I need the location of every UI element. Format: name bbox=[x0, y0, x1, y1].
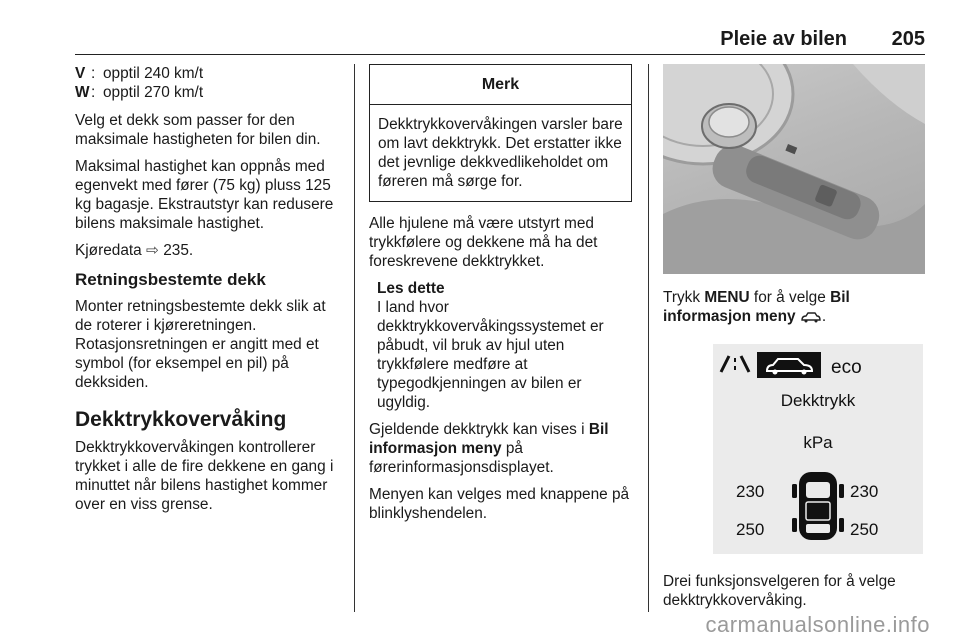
car-top-view-icon bbox=[792, 472, 844, 540]
road-icon bbox=[721, 356, 749, 372]
paragraph-rotate-selector: Drei funksjonsvelgeren for å velge dekktrykkovervåking. bbox=[663, 573, 896, 609]
heading-directional-tires: Retningsbestemte dekk bbox=[75, 270, 266, 289]
column-divider-1 bbox=[354, 64, 355, 612]
column-3 bbox=[663, 64, 925, 618]
eco-tab-label: eco bbox=[831, 357, 862, 378]
note-title: Merk bbox=[370, 65, 631, 105]
column-1 bbox=[75, 64, 343, 522]
lever-illustration bbox=[663, 64, 925, 274]
speed-rating-w: W : opptil 270 km/t bbox=[75, 84, 204, 101]
column-2 bbox=[369, 64, 632, 531]
page-title: Pleie av bilen bbox=[720, 28, 847, 50]
page-number: 205 bbox=[891, 28, 925, 50]
paragraph-max-speed: Maksimal hastighet kan oppnås med egenvekt med fører (75 kg) pluss 125 kg bagasje. Ekstrautstyr kan redusere bilens maksimale hastighet. bbox=[75, 158, 334, 232]
speed-rating-list bbox=[75, 64, 343, 102]
paragraph-driving-data-ref: Kjøredata ⇨ 235. bbox=[75, 242, 194, 259]
car-info-icon bbox=[800, 311, 822, 323]
pressure-rear-left: 250 bbox=[736, 520, 765, 539]
paragraph-tpms-intro: Dekktrykkovervåkingen kontrollerer trykket i alle de fire dekkene en gang i minuttet når bilens hastighet kommer over en viss grense. bbox=[75, 439, 334, 513]
display-unit: kPa bbox=[803, 433, 833, 452]
column-divider-2 bbox=[648, 64, 649, 612]
heading-tire-pressure-monitoring: Dekktrykkovervåking bbox=[75, 408, 287, 431]
pressure-rear-right: 250 bbox=[850, 520, 879, 539]
page-header bbox=[75, 28, 925, 55]
watermark: carmanualsonline.info bbox=[705, 612, 930, 637]
paragraph-press-menu: Trykk MENU for å velge Bil informasjon meny . bbox=[663, 289, 850, 325]
paragraph-menu-buttons: Menyen kan velges med knappene på blinklyshendelen. bbox=[369, 486, 630, 522]
menu-button-label: MENU bbox=[704, 289, 750, 306]
note-box bbox=[369, 64, 632, 202]
info-heading: Les dette bbox=[377, 280, 445, 297]
car-tab-icon bbox=[757, 352, 821, 378]
pressure-front-right: 230 bbox=[850, 482, 879, 501]
paragraph-tire-choice: Velg et dekk som passer for den maksimale hastigheten for bilen din. bbox=[75, 112, 321, 148]
note-body: Dekktrykkovervåkingen varsler bare om lavt dekktrykk. Det erstatter ikke det jevnlige dekkvedlikeholdet om føreren må sørge for. bbox=[378, 116, 623, 190]
tire-pressure-screen bbox=[713, 344, 923, 554]
speed-rating-v: V : opptil 240 km/t bbox=[75, 65, 204, 82]
pressure-front-left: 230 bbox=[736, 482, 765, 501]
display-title: Dekktrykk bbox=[780, 391, 856, 410]
turn-signal-lever-photo bbox=[663, 64, 925, 274]
info-block bbox=[369, 279, 632, 412]
driver-info-display bbox=[713, 344, 923, 554]
paragraph-directional-tires: Monter retningsbestemte dekk slik at de roterer i kjøreretningen. Rotasjonsretningen er angitt med et symbol (for eksempel en pil) på dekksiden. bbox=[75, 298, 326, 391]
paragraph-current-pressure: Gjeldende dekktrykk kan vises i Bil informasjon meny på førerinformasjonsdisplayet. bbox=[369, 421, 609, 476]
paragraph-sensors-required: Alle hjulene må være utstyrt med trykkfølere og dekkene må ha det foreskrevene dekktrykket. bbox=[369, 215, 598, 270]
reference-arrow-icon: ⇨ bbox=[146, 242, 159, 259]
info-body: I land hvor dekktrykkovervåkingssystemet er påbudt, vil bruk av hjul uten trykkfølere medføre at typegodkjenningen av bilen er ugyldig. bbox=[377, 299, 604, 411]
